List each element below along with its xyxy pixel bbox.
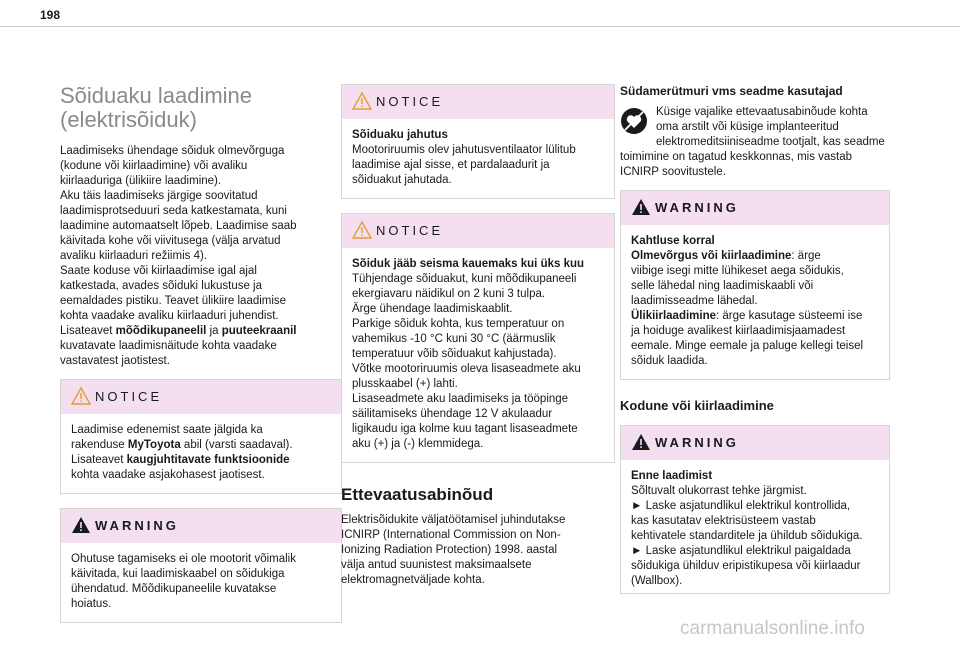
notice-heading: Sõiduk jääb seisma kauemaks kui üks kuu <box>352 258 585 270</box>
warning-box-doubt: WARNING Kahtluse korral Olmevõrgus või kiirlaadimine: ärge viibige isegi mitte lühikeset aega sõidukis, selle lähedal ning laadimiskaabli või laadimisseadme lähedal. Ülikiirlaadimine: ärge kasutage süsteemi ise ja hoiduge avalikest kiirlaadimisjaamadest eemale. Minge eemale ja paluge kellegi teisel sõiduk laadida. <box>620 190 890 380</box>
notice-heading: Sõiduaku jahutus <box>352 129 448 141</box>
pacemaker-icon <box>620 107 648 135</box>
notice-box-cooling: NOTICE Sõiduaku jahutus Mootoriruumis olev jahutusventilaator lülitub laadimise ajal sisse, et pardalaadurit ja sõiduakut jahutada. <box>341 84 615 199</box>
section-title-home-charging: Kodune või kiirlaadimine <box>620 398 774 413</box>
notice-box-app: NOTICE Laadimise edenemist saate jälgida ka rakenduse MyToyota abil (varsti saadaval). Lisateavet kaugjuhtitavate funktsioonide kohta vaadake asjakohasest jaotisest. <box>60 379 342 494</box>
watermark: carmanualsonline.info <box>680 618 865 639</box>
pacemaker-text: Küsige vajalike ettevaatusabinõude kohta oma arstilt või küsige implanteeritud elektromeditsiiniseadme tootjalt, kas seadme toimimine on tagatud keskkonnas, mis vastab ICNIRP soovitustele. <box>620 106 885 178</box>
pacemaker-heading: Südamerütmuri vms seadme kasutajad <box>620 84 843 98</box>
warning-heading: Kahtluse korral <box>631 235 715 247</box>
page-number: 198 <box>40 8 61 22</box>
column-2 <box>341 84 615 588</box>
section-title-precautions: Ettevaatusabinõud <box>341 485 494 504</box>
column-3 <box>620 84 890 608</box>
warning-label: WARNING <box>655 435 739 450</box>
warning-heading: Enne laadimist <box>631 470 713 482</box>
notice-label: NOTICE <box>376 223 444 238</box>
intro-text: Laadimiseks ühendage sõiduk olmevõrguga (kodune või kiirlaadimine) või avaliku kiirlaaduriga (ülikiire laadimine). Aku täis laadimiseks järgige soovitatud laadimisprotseduuri seda katkestamata, kuni laadimine automaatselt lõpeb. Laadimise saab käivitada kohe või viivitusega (välja arvatud avaliku kiirlaaduri režiimis 4). Saate koduse või kiirlaadimise igal ajal katkestada, avades sõiduki lukustuse ja eemaldades pistiku. Teavet ülikiire laadimise kohta vaadake avaliku kiirlaaduri juhendist. Lisateavet mõõdikupaneelil ja puuteekraanil kuvatavate laadimisnäitude kohta vaadake vastavatest jaotistest. <box>60 145 297 367</box>
notice-triangle-icon <box>71 386 91 406</box>
warning-label: WARNING <box>655 200 739 215</box>
notice-label: NOTICE <box>95 389 163 404</box>
notice-triangle-icon <box>352 220 372 240</box>
notice-box-storage: NOTICE Sõiduk jääb seisma kauemaks kui üks kuu Tühjendage sõiduakut, kuni mõõdikupaneeli ekergiavaru näidikul on 2 kuni 3 tulpa. Ärge ühendage laadimiskaablit. Parkige sõiduk kohta, kus temperatuur on vahemikus -10 °C kuni 30 °C (äärmuslik temperatuur võib sõiduakut kahjustada). Võtke mootoriruumis oleva lisaseadmete aku plusskaabel (+) lahti. Lisaseadmete aku laadimiseks ja tööpinge säilitamiseks ühendage 12 V akulaadur ligikaudu iga kolme kuu tagant lisaseadmete aku (+) ja (-) klemmidega. <box>341 213 615 463</box>
warning-triangle-icon <box>631 197 651 217</box>
notice-label: NOTICE <box>376 94 444 109</box>
precautions-text: Elektrisõidukite väljatöötamisel juhindutakse ICNIRP (International Commission on Non- Ionizing Radiation Protection) 1998. aastal välja antud suunistest maksimaalsete elektromagnetväljade kohta. <box>341 514 566 586</box>
warning-box-engine: WARNING Ohutuse tagamiseks ei ole mootorit võimalik käivitada, kui laadimiskaabel on sõidukiga ühendatud. Mõõdikupaneelile kuvatakse hoiatus. <box>60 508 342 623</box>
column-1 <box>60 84 342 637</box>
warning-triangle-icon <box>71 515 91 535</box>
notice-triangle-icon <box>352 91 372 111</box>
warning-box-before-charging: WARNING Enne laadimist Sõltuvalt olukorrast tehke järgmist. ► Laske asjatundlikul elektrikul kontrollida, kas kasutatav elektrisüsteem vastab kehtivatele standarditele ja ühildub sõidukiga. ► Laske asjatundlikul elektrikul paigaldada sõidukiga ühilduv eripistikupesa või kiirlaadur (Wallbox). <box>620 425 890 594</box>
warning-triangle-icon <box>631 432 651 452</box>
page-title: Sõiduaku laadimine (elektrisõiduk) <box>60 83 253 132</box>
top-divider <box>0 26 960 27</box>
warning-label: WARNING <box>95 518 179 533</box>
